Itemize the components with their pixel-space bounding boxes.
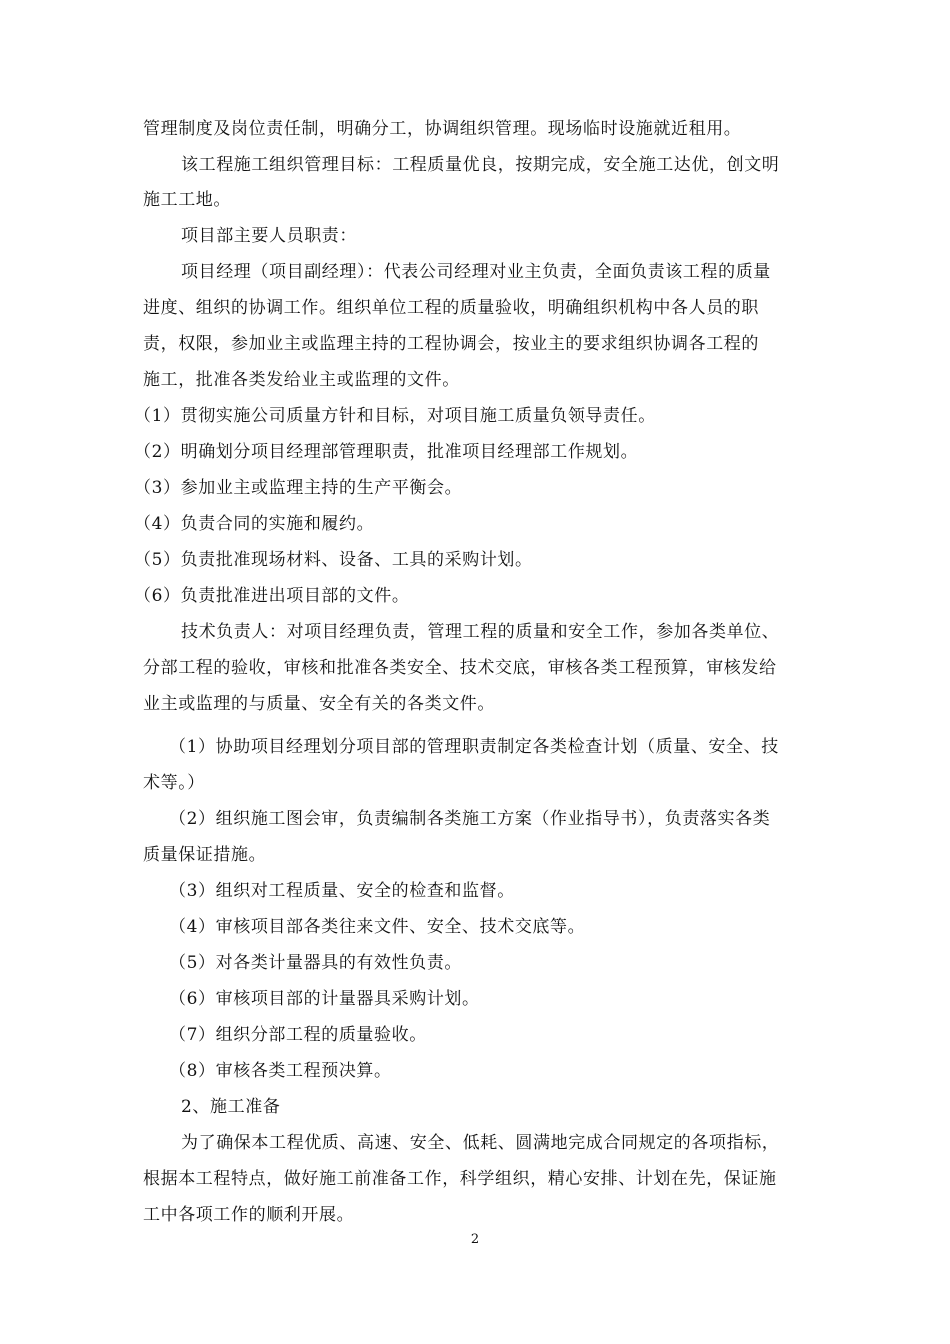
- page-number: 2: [470, 1232, 480, 1247]
- text-line: 分部工程的验收，审核和批准各类安全、技术交底，审核各类工程预算，审核发给: [143, 658, 777, 678]
- list-item: （3）组织对工程质量、安全的检查和监督。: [169, 881, 515, 901]
- text-line: 该工程施工组织管理目标：工程质量优良，按期完成，安全施工达优，创文明: [181, 155, 780, 175]
- text-line: 术等。）: [143, 773, 205, 793]
- list-item: （3）参加业主或监理主持的生产平衡会。: [134, 478, 463, 498]
- text-line: 技术负责人：对项目经理负责，管理工程的质量和安全工作，参加各类单位、: [181, 622, 780, 642]
- list-item: （2）明确划分项目经理部管理职责，批准项目经理部工作规划。: [134, 442, 639, 462]
- text-line: 施工工地。: [143, 190, 231, 210]
- text-line: 责，权限，参加业主或监理主持的工程协调会，按业主的要求组织协调各工程的: [143, 334, 759, 354]
- text-line: 进度、组织的协调工作。组织单位工程的质量验收，明确组织机构中各人员的职: [143, 298, 759, 318]
- text-line: 质量保证措施。: [143, 845, 267, 865]
- text-line: 项目经理（项目副经理）：代表公司经理对业主负责，全面负责该工程的质量: [181, 262, 771, 282]
- list-item: （5）负责批准现场材料、设备、工具的采购计划。: [134, 550, 533, 570]
- text-line: 施工，批准各类发给业主或监理的文件。: [143, 370, 460, 390]
- list-item: （6）审核项目部的计量器具采购计划。: [169, 989, 480, 1009]
- list-item: （4）负责合同的实施和履约。: [134, 514, 375, 534]
- section-heading: 2、施工准备: [181, 1097, 281, 1117]
- list-item: （4）审核项目部各类往来文件、安全、技术交底等。: [169, 917, 586, 937]
- text-line: 根据本工程特点，做好施工前准备工作，科学组织，精心安排、计划在先，保证施: [143, 1169, 777, 1189]
- text-line: 管理制度及岗位责任制，明确分工，协调组织管理。现场临时设施就近租用。: [143, 119, 742, 139]
- list-item: （5）对各类计量器具的有效性负责。: [169, 953, 463, 973]
- list-item: （7）组织分部工程的质量验收。: [169, 1025, 427, 1045]
- list-item: （1）协助项目经理划分项目部的管理职责制定各类检查计划（质量、安全、技: [169, 737, 779, 757]
- list-item: （8）审核各类工程预决算。: [169, 1061, 392, 1081]
- text-line: 为了确保本工程优质、高速、安全、低耗、圆满地完成合同规定的各项指标，: [181, 1133, 780, 1153]
- text-line: 工中各项工作的顺利开展。: [143, 1205, 355, 1225]
- list-item: （1）贯彻实施公司质量方针和目标，对项目施工质量负领导责任。: [134, 406, 656, 426]
- text-line: 业主或监理的与质量、安全有关的各类文件。: [143, 694, 495, 714]
- section-heading: 项目部主要人员职责：: [181, 226, 357, 246]
- list-item: （2）组织施工图会审，负责编制各类施工方案（作业指导书），负责落实各类: [169, 809, 771, 829]
- list-item: （6）负责批准进出项目部的文件。: [134, 586, 410, 606]
